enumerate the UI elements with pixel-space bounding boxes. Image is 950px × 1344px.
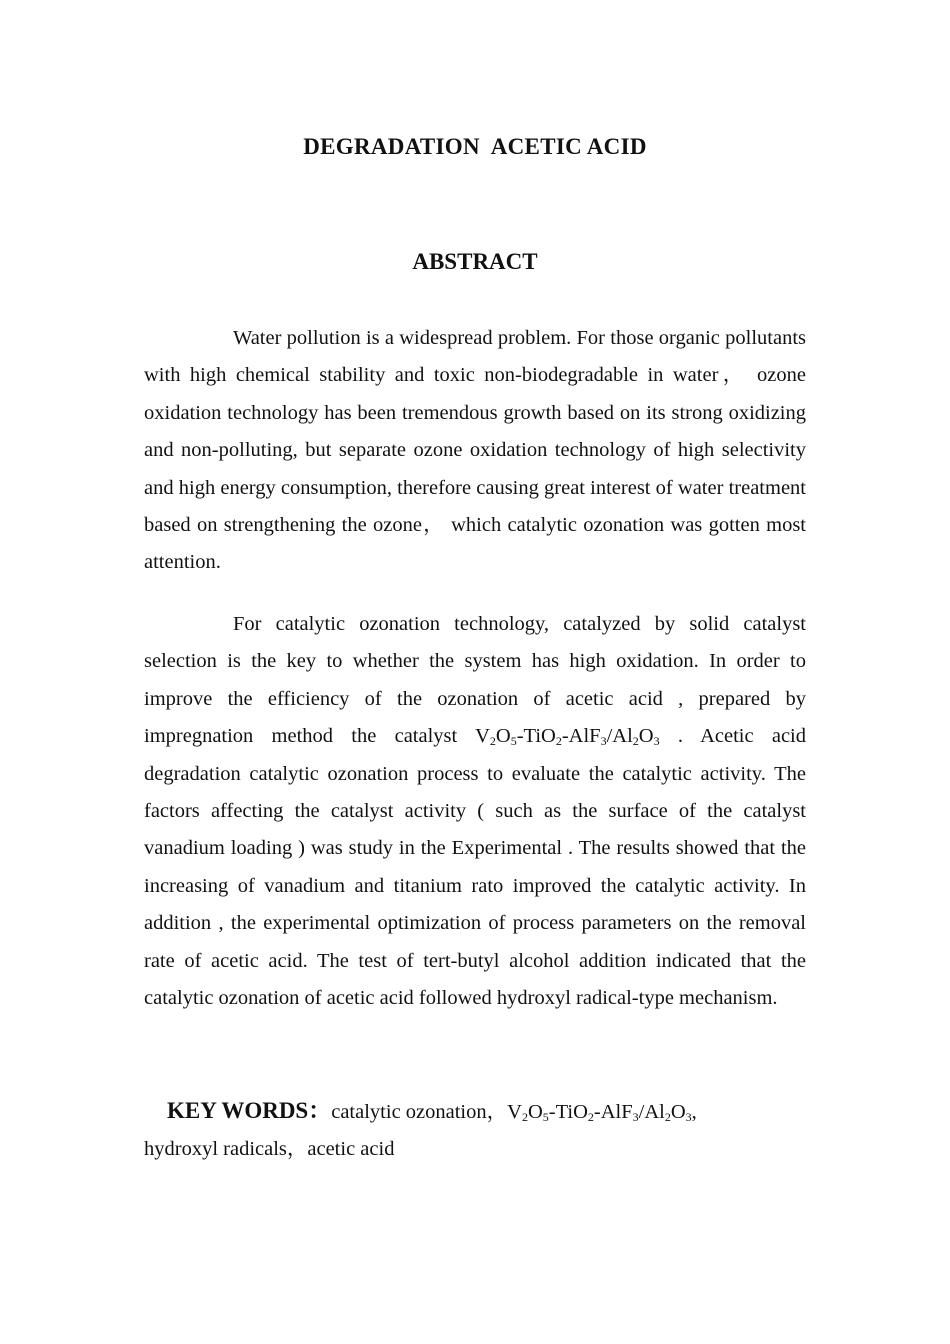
- keyword-acetic-acid: acetic acid: [307, 1138, 395, 1160]
- keyword-catalyst-formula: $V_2O_5-TiO_2-AlF_3/Al_2O_3$: [507, 1101, 692, 1124]
- keywords-label: KEY WORDS：: [167, 1098, 332, 1123]
- keyword-catalytic-ozonation: catalytic ozonation，: [331, 1101, 508, 1123]
- catalyst-formula: $V_2O_5-TiO_2-AlF_3/Al_2O_3$: [475, 725, 660, 749]
- abstract-paragraph-2: [144, 606, 806, 1017]
- abstract-heading: ABSTRACT: [412, 249, 538, 274]
- document-title: DEGRADATION ACETIC ACID: [303, 134, 647, 159]
- paragraph-2-text-start: For catalytic ozonation technology, catalyzed by solid catalyst selection is the key to whether the system has high oxidation. In order to improve the efficiency of the ozonation of acetic acid , prepared by impregnation method the catalyst: [144, 613, 806, 748]
- abstract-paragraph-1: Water pollution is a widespread problem. For those organic pollutants with high chemical stability and toxic non-biodegradable in water， ozone oxidation technology has been tremendous growth based on its strong oxidizing and non-polluting, but separate ozone oxidation technology of high selectivity and high energy consumption, therefore causing great interest of water treatment based on strengthening the ozone， which catalytic ozonation was gotten most attention.: [144, 327, 806, 574]
- paragraph-2-text-end: . Acetic acid degradation catalytic ozonation process to evaluate the catalytic activity. The factors affecting the catalyst activity ( such as the surface of the catalyst vanadium loading ) was study in the Experimental . The results showed that the increasing of vanadium and titanium rato improved the catalytic activity. In addition , the experimental optimization of process parameters on the removal rate of acetic acid. The test of tert-butyl alcohol addition indicated that the catalytic ozonation of acetic acid followed hydroxyl radical-type mechanism.: [144, 725, 806, 1010]
- keywords-section: KEY WORDS：catalytic ozonation，$V_2O_5-TiO_2-AlF_3/Al_2O_3$, hydroxyl radicals，acetic acid: [144, 1098, 697, 1160]
- keyword-hydroxyl-radicals: hydroxyl radicals，: [144, 1138, 308, 1160]
